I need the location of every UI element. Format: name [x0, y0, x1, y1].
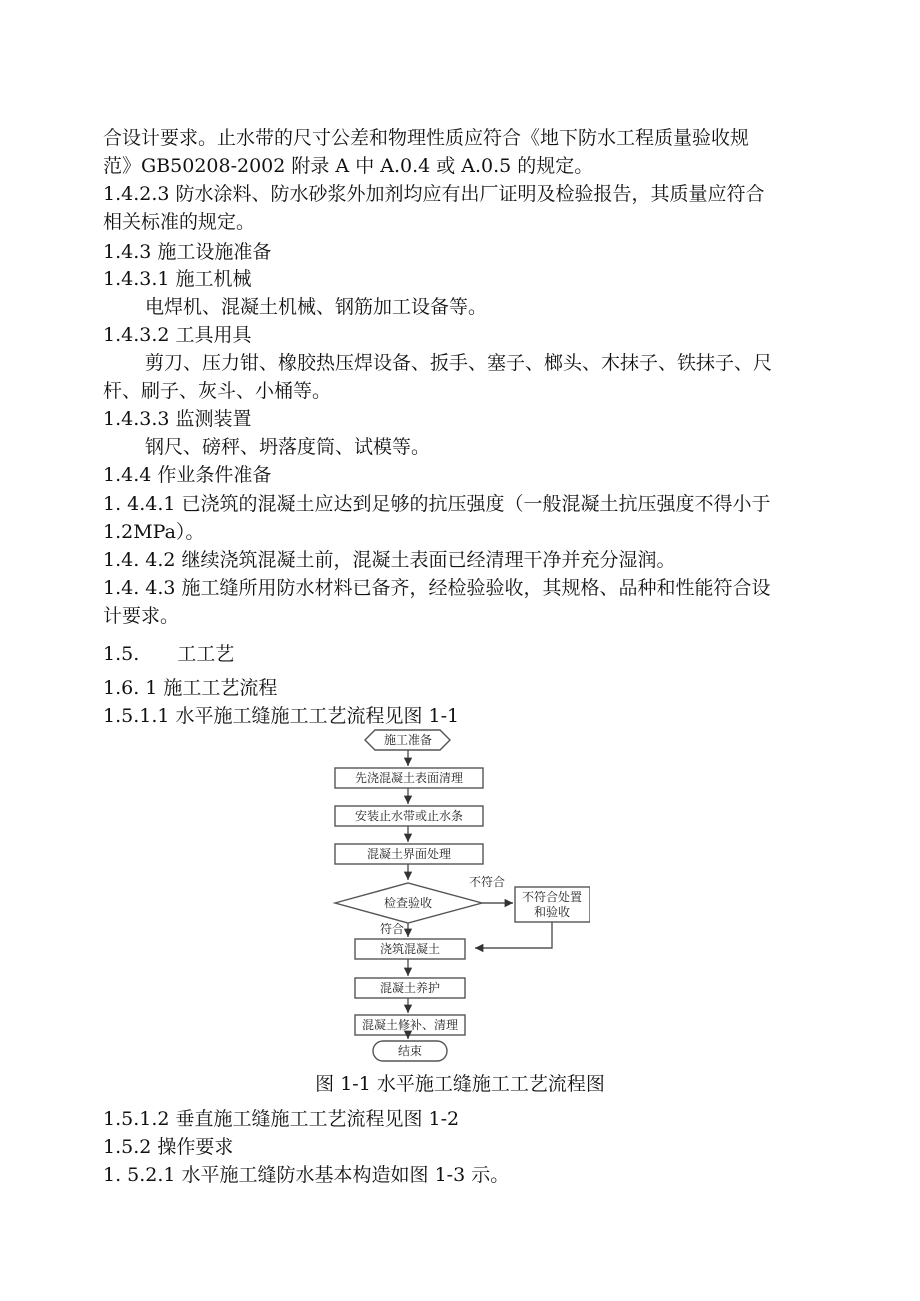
paragraph-line: 1. 5.2.1 水平施工缝防水基本构造如图 1-3 示。 — [103, 1164, 510, 1186]
paragraph-line: 电焊机、混凝土机械、钢筋加工设备等。 — [145, 296, 488, 318]
paragraph-line: 杆、刷子、灰斗、小桶等。 — [103, 380, 332, 402]
paragraph-line: 1.2MPa）。 — [103, 521, 205, 543]
figure-caption: 图 1-1 水平施工缝施工工艺流程图 — [315, 1073, 605, 1095]
process-flowchart — [330, 726, 590, 1071]
flow-step-label: 安装止水带或止水条 — [354, 809, 464, 823]
section-heading: 1.4.4 作业条件准备 — [103, 464, 272, 486]
section-heading: 1.6. 1 施工工艺流程 — [103, 677, 278, 699]
flow-step-label: 先浇混凝土表面清理 — [354, 771, 464, 785]
section-heading: 1.5. 工工艺 — [103, 643, 235, 665]
flow-end-label: 结束 — [397, 1044, 423, 1058]
paragraph-line: 1. 4.4.1 已浇筑的混凝土应达到足够的抗压强度（一般混凝土抗压强度不得小于 — [103, 493, 771, 515]
flow-step-label: 混凝土修补、清理 — [361, 1018, 459, 1032]
flow-step-label: 浇筑混凝土 — [379, 942, 441, 956]
paragraph-line: 合设计要求。止水带的尺寸公差和物理性质应符合《地下防水工程质量验收规 — [103, 127, 750, 149]
section-heading: 1.5.2 操作要求 — [103, 1136, 234, 1158]
section-heading: 1.4.3 施工设施准备 — [103, 241, 272, 263]
flow-step-label: 混凝土界面处理 — [366, 847, 452, 861]
section-heading: 1.4.3.3 监测装置 — [103, 408, 252, 430]
section-heading: 1.4.3.2 工具用具 — [103, 324, 252, 346]
paragraph-line: 钢尺、磅秤、坍落度筒、试模等。 — [145, 436, 431, 458]
flow-step-label: 混凝土养护 — [379, 981, 441, 995]
paragraph-line: 剪刀、压力钳、橡胶热压焊设备、扳手、塞子、榔头、木抹子、铁抹子、尺 — [145, 352, 773, 374]
paragraph-line: 1.4.2.3 防水涂料、防水砂浆外加剂均应有出厂证明及检验报告，其质量应符合 — [103, 183, 765, 205]
flow-start-label: 施工准备 — [383, 733, 433, 747]
section-heading: 1.5.1.1 水平施工缝施工工艺流程见图 1-1 — [103, 705, 460, 727]
paragraph-line: 计要求。 — [103, 605, 180, 627]
section-heading: 1.5.1.2 垂直施工缝施工工艺流程见图 1-2 — [103, 1108, 460, 1130]
section-heading: 1.4.3.1 施工机械 — [103, 268, 252, 290]
flow-fail-box-label: 和验收 — [533, 905, 571, 919]
flow-decision-label: 检查验收 — [383, 896, 433, 910]
paragraph-line: 相关标准的规定。 — [103, 211, 256, 233]
paragraph-line: 1.4. 4.3 施工缝所用防水材料已备齐，经检验验收，其规格、品种和性能符合设 — [103, 577, 771, 599]
flow-fail-label: 不符合 — [468, 875, 506, 889]
paragraph-line: 范》GB50208-2002 附录 A 中 A.0.4 或 A.0.5 的规定。 — [103, 155, 594, 177]
paragraph-line: 1.4. 4.2 继续浇筑混凝土前，混凝土表面已经清理干净并充分湿润。 — [103, 549, 676, 571]
flow-pass-label: 符合 — [379, 922, 405, 936]
flow-fail-box-label: 不符合处置 — [521, 890, 583, 904]
